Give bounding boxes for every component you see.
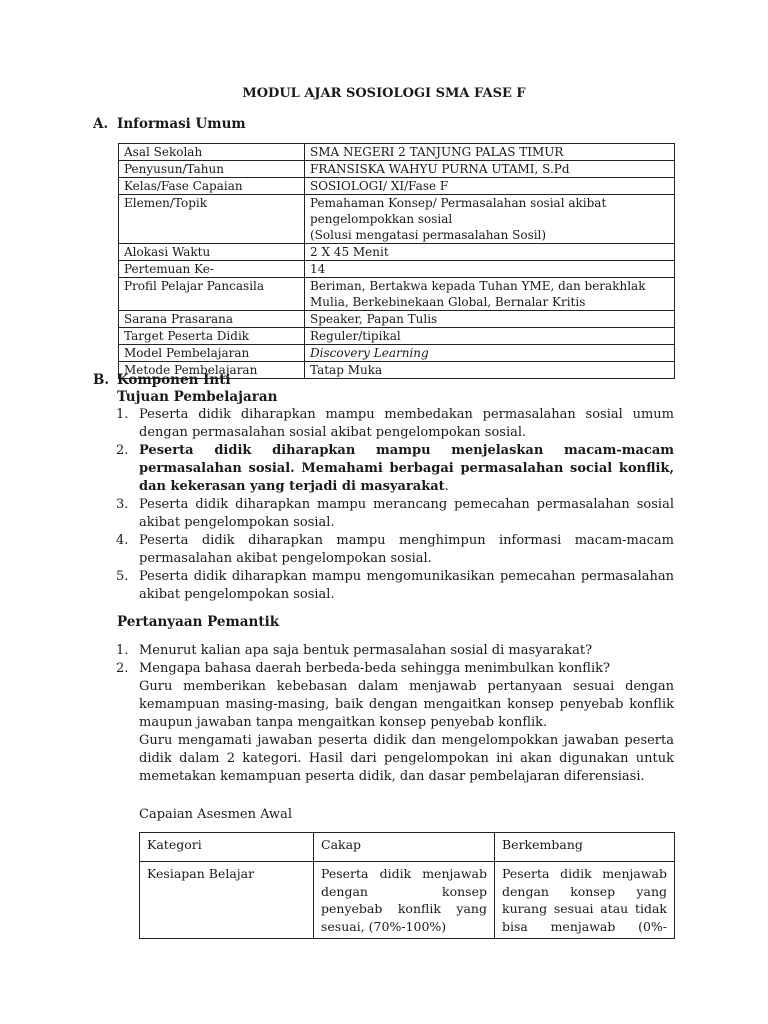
info-value: 2 X 45 Menit: [305, 244, 675, 261]
info-key: Kelas/Fase Capaian: [119, 178, 305, 195]
info-key: Elemen/Topik: [119, 195, 305, 244]
tujuan-list: [116, 406, 674, 604]
table-row: [140, 862, 675, 939]
list-item: [116, 660, 674, 678]
list-text: Peserta didik diharapkan mampu merancang pemecahan permasalahan sosial akibat pengelompokan sosial.: [139, 497, 674, 530]
table-row: [119, 311, 675, 328]
list-number: 1.: [116, 643, 129, 658]
list-number: 2.: [116, 661, 129, 676]
table-row: [119, 244, 675, 261]
list-number: 1.: [116, 407, 129, 422]
info-value: [305, 278, 675, 311]
list-item: [116, 442, 674, 496]
info-value-line: (Solusi mengatasi permasalahan Sosil): [310, 228, 547, 242]
table-row: [119, 195, 675, 244]
info-key: Target Peserta Didik: [119, 328, 305, 345]
info-key: Asal Sekolah: [119, 144, 305, 161]
cell-line: bisa menjawab (0%-: [502, 918, 667, 934]
info-value: SMA NEGERI 2 TANJUNG PALAS TIMUR: [305, 144, 675, 161]
list-text: Peserta didik diharapkan mampu membedakan permasalahan sosial umum dengan permasalahan sosial akibat pengelompokan sosial.: [139, 407, 674, 440]
pemantik-list: [116, 642, 674, 678]
info-value: Tatap Muka: [305, 362, 675, 379]
info-key: Model Pembelajaran: [119, 345, 305, 362]
list-text: Peserta didik diharapkan mampu menjelaskan macam-macam permasalahan sosial. Memahami berbagai permasalahan social konflik, dan kekerasan yang terjadi di masyarakat: [139, 443, 674, 494]
table-cell: Kesiapan Belajar: [140, 862, 314, 939]
list-item: [116, 406, 674, 442]
table-cell: [314, 862, 495, 939]
list-number: 4.: [116, 533, 129, 548]
info-value: SOSIOLOGI/ XI/Fase F: [305, 178, 675, 195]
info-value-line: Beriman, Bertakwa kepada Tuhan YME, dan berakhlak: [310, 279, 646, 293]
list-number: 5.: [116, 569, 129, 584]
section-a-title: Informasi Umum: [117, 116, 246, 132]
section-b-title: Komponen Inti: [117, 372, 231, 388]
list-text: Peserta didik diharapkan mampu menghimpun informasi macam-macam permasalahan akibat pengelompokan sosial.: [139, 533, 674, 566]
table-row: [119, 178, 675, 195]
section-b-marker: B.: [93, 372, 110, 388]
paragraph: Guru memberikan kebebasan dalam menjawab pertanyaan sesuai dengan kemampuan masing-masing, baik dengan mengaitkan konsep penyebab konflik maupun jawaban tanpa mengaitkan konsep penyebab konflik.: [139, 679, 674, 730]
info-value: Speaker, Papan Tulis: [305, 311, 675, 328]
cell-line: kurang sesuai atau tidak: [502, 901, 667, 916]
section-a-heading: [93, 116, 246, 132]
info-value: FRANSISKA WAHYU PURNA UTAMI, S.Pd: [305, 161, 675, 178]
info-key: Pertemuan Ke-: [119, 261, 305, 278]
table-header: Berkembang: [495, 833, 675, 862]
cell-line: penyebab konflik yang: [321, 901, 487, 916]
list-number: 2.: [116, 443, 129, 458]
table-row: [140, 833, 675, 862]
asesmen-heading: Capaian Asesmen Awal: [139, 807, 292, 822]
cell-line: dengan konsep yang: [502, 883, 667, 899]
table-row: [119, 328, 675, 345]
document-title: MODUL AJAR SOSIOLOGI SMA FASE F: [242, 86, 526, 101]
table-row: [119, 144, 675, 161]
cell-line: Peserta didik menjawab: [321, 866, 487, 881]
info-value-line: pengelompokkan sosial: [310, 212, 453, 226]
table-row: [119, 261, 675, 278]
asesmen-table: [139, 832, 675, 939]
cell-line: sesuai, (70%-100%): [321, 918, 447, 934]
pemantik-heading: Pertanyaan Pemantik: [117, 614, 280, 630]
list-text: Menurut kalian apa saja bentuk permasalahan sosial di masyarakat?: [139, 643, 593, 658]
list-item: [116, 642, 674, 660]
info-value: Discovery Learning: [305, 345, 675, 362]
list-item: [116, 532, 674, 568]
info-value: [305, 195, 675, 244]
section-a-marker: A.: [93, 116, 109, 132]
info-value-line: Mulia, Berkebinekaan Global, Bernalar Kritis: [310, 295, 586, 309]
cell-line: dengan konsep: [321, 883, 487, 899]
cell-line: Peserta didik menjawab: [502, 866, 667, 881]
section-b-heading: [93, 372, 231, 388]
table-cell: [495, 862, 675, 939]
list-text: Mengapa bahasa daerah berbeda-beda sehingga menimbulkan konflik?: [139, 661, 610, 676]
list-item: [116, 496, 674, 532]
info-key: Penyusun/Tahun: [119, 161, 305, 178]
table-header: Cakap: [314, 833, 495, 862]
info-key: Profil Pelajar Pancasila: [119, 278, 305, 311]
info-key: Metode Pembelajaran: [119, 362, 305, 379]
list-number: 3.: [116, 497, 129, 512]
info-value: 14: [305, 261, 675, 278]
info-table: [118, 143, 675, 379]
paragraph: Guru mengamati jawaban peserta didik dan mengelompokkan jawaban peserta didik dalam 2 kategori. Hasil dari pengelompokan ini akan digunakan untuk memetakan kemampuan peserta didik, dan dasar pembelajaran diferensiasi.: [139, 733, 674, 784]
table-row: [119, 345, 675, 362]
info-key: Alokasi Waktu: [119, 244, 305, 261]
info-value-line: Pemahaman Konsep/ Permasalahan sosial akibat: [310, 196, 607, 210]
list-item: [116, 568, 674, 604]
table-row: [119, 278, 675, 311]
list-text-tail: .: [444, 479, 449, 494]
table-row: [119, 161, 675, 178]
info-value: Reguler/tipikal: [305, 328, 675, 345]
list-text: Peserta didik diharapkan mampu mengomunikasikan pemecahan permasalahan akibat pengelompokan sosial.: [139, 569, 674, 602]
table-header: Kategori: [140, 833, 314, 862]
tujuan-heading: Tujuan Pembelajaran: [117, 389, 278, 405]
info-key: Sarana Prasarana: [119, 311, 305, 328]
